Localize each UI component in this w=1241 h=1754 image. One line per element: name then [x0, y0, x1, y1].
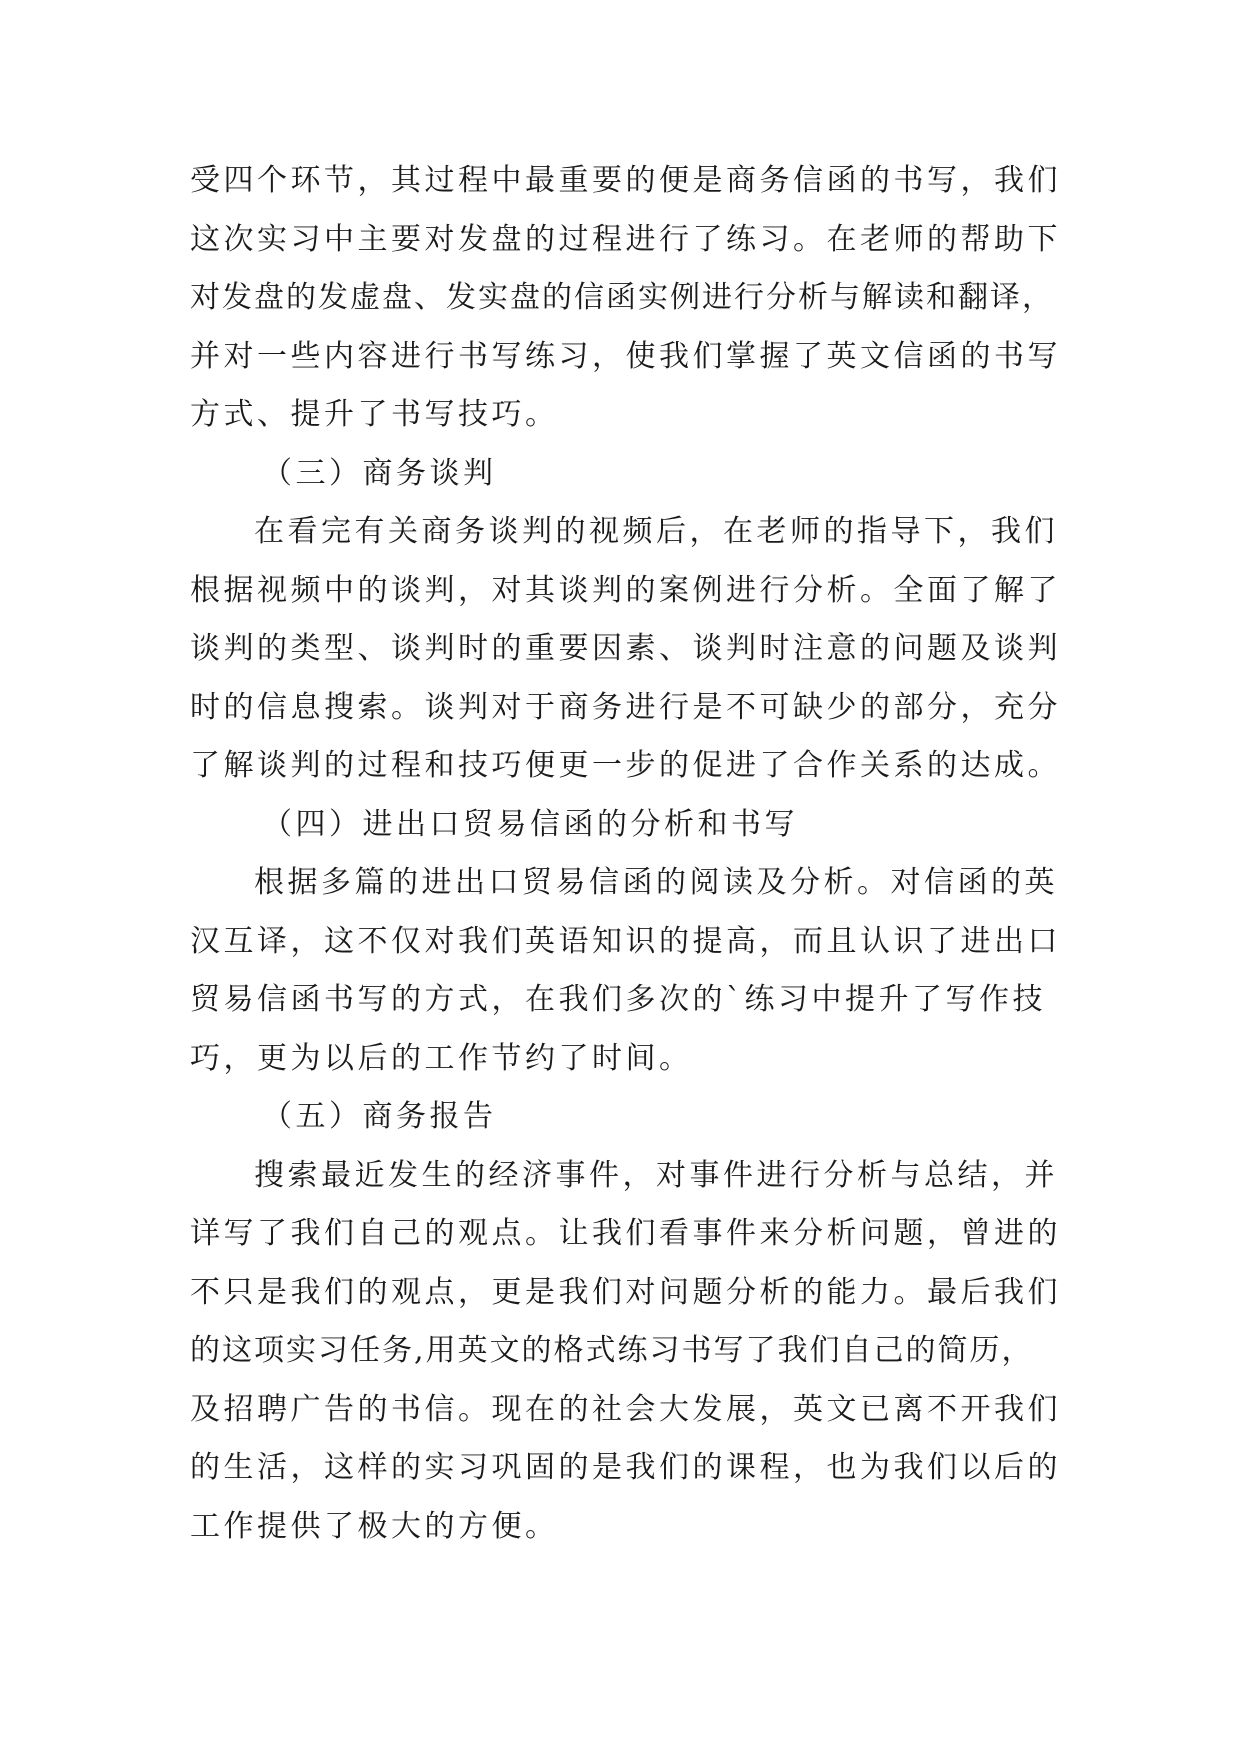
paragraph-line: 受四个环节，其过程中最重要的便是商务信函的书写，我们: [190, 163, 1061, 198]
paragraph-line: 方式、提升了书写技巧。: [190, 397, 559, 432]
paragraph-line: 根据多篇的进出口贸易信函的阅读及分析。对信函的英: [254, 865, 1058, 900]
section-heading: （五）商务报告: [262, 1099, 497, 1134]
section-heading: （四）进出口贸易信函的分析和书写: [262, 806, 798, 842]
paragraph-line: 根据视频中的谈判，对其谈判的案例进行分析。全面了解了: [190, 572, 1061, 608]
paragraph-line: 的这项实习任务,用英文的格式练习书写了我们自己的简历，: [190, 1333, 1034, 1368]
paragraph-line: 对发盘的发虚盘、发实盘的信函实例进行分析与解读和翻译，: [190, 280, 1054, 315]
paragraph-line: 在看完有关商务谈判的视频后，在老师的指导下，我们: [254, 514, 1058, 549]
paragraph-line: 贸易信函书写的方式，在我们多次的`练习中提升了写作技: [190, 982, 1046, 1017]
paragraph-line: 谈判的类型、谈判时的重要因素、谈判时注意的问题及谈判: [190, 631, 1061, 666]
paragraph-line: 搜索最近发生的经济事件，对事件进行分析与总结，并: [254, 1157, 1058, 1193]
paragraph-line: 巧，更为以后的工作节约了时间。: [190, 1040, 693, 1076]
paragraph-line: 时的信息搜索。谈判对于商务进行是不可缺少的部分，充分: [190, 689, 1061, 725]
paragraph-line: 及招聘广告的书信。现在的社会大发展，英文已离不开我们: [190, 1391, 1061, 1427]
section-heading: （三）商务谈判: [262, 455, 497, 491]
paragraph-line: 工作提供了极大的方便。: [190, 1508, 559, 1544]
paragraph-line: 这次实习中主要对发盘的过程进行了练习。在老师的帮助下: [190, 221, 1061, 257]
paragraph-line: 详写了我们自己的观点。让我们看事件来分析问题，曾进的: [190, 1216, 1061, 1251]
paragraph-line: 了解谈判的过程和技巧便更一步的促进了合作关系的达成。: [190, 748, 1061, 783]
paragraph-line: 不只是我们的观点，更是我们对问题分析的能力。最后我们: [190, 1274, 1061, 1310]
paragraph-line: 的生活，这样的实习巩固的是我们的课程，也为我们以后的: [190, 1450, 1061, 1485]
paragraph-line: 并对一些内容进行书写练习，使我们掌握了英文信函的书写: [190, 338, 1061, 374]
document-body: [190, 152, 1090, 1556]
paragraph-line: 汉互译，这不仅对我们英语知识的提高，而且认识了进出口: [190, 923, 1061, 959]
